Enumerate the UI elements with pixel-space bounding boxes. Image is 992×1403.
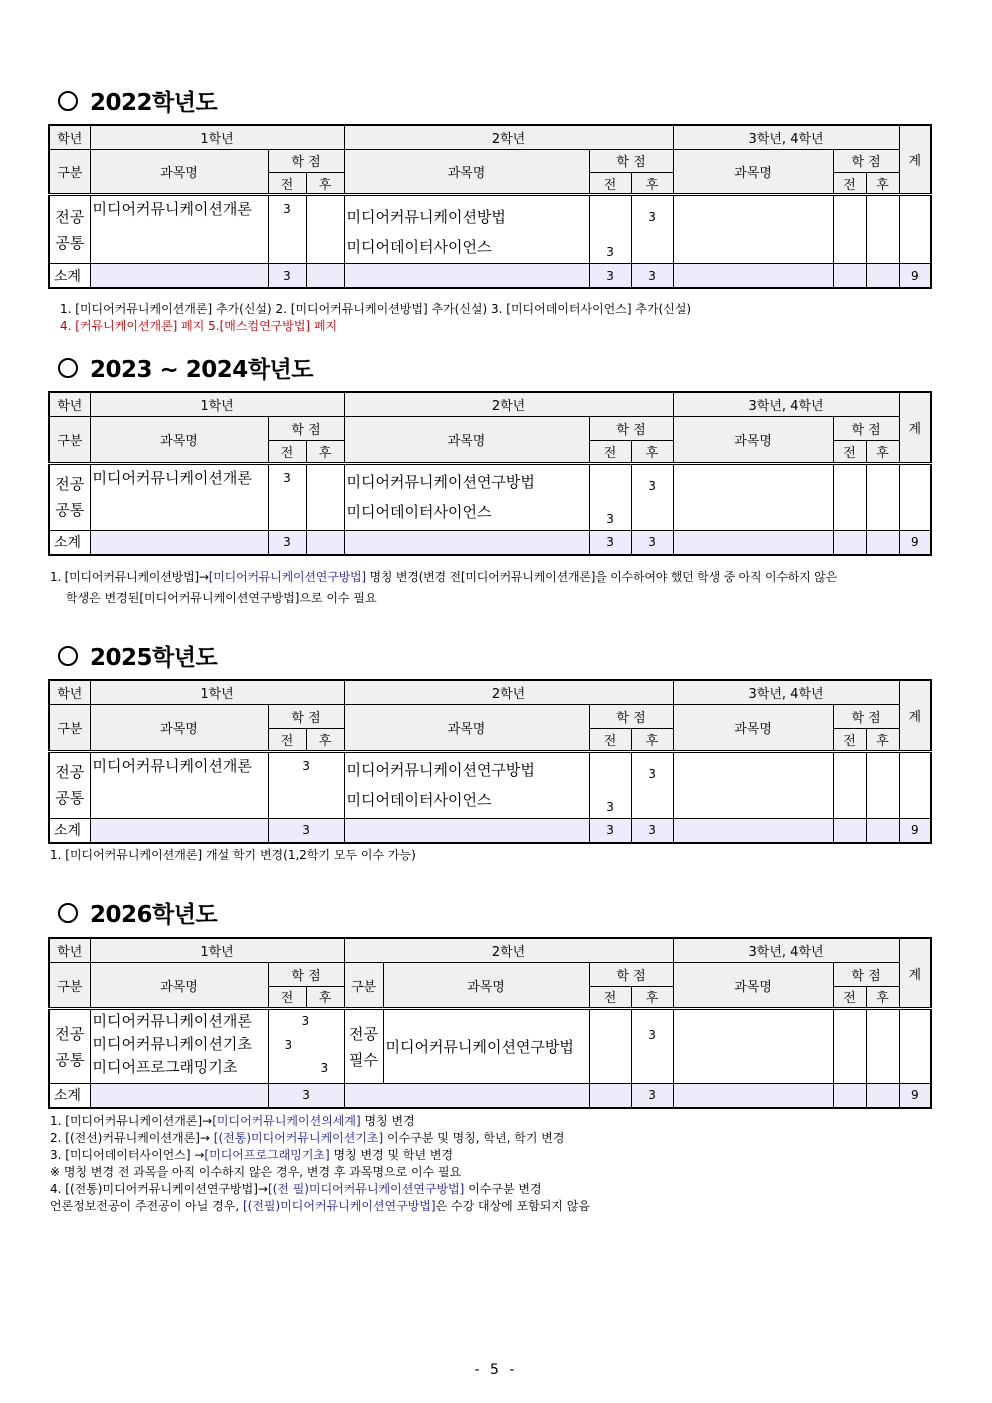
y1-credit-merged: 3	[268, 752, 344, 818]
category-header: 구분	[49, 149, 90, 195]
second-semester: 후	[866, 729, 899, 752]
subject-header: 과목명	[383, 963, 589, 1009]
note-text: 1. [미디어커뮤니케이션방법]→	[50, 570, 209, 584]
first-semester: 전	[833, 173, 866, 195]
subtotal-empty	[90, 818, 268, 843]
page-number: - 5 -	[474, 1362, 518, 1378]
subtotal-empty	[673, 530, 833, 555]
note-blue-text: [(전 필)미디어커뮤니케이션연구방법]	[267, 1182, 465, 1196]
second-semester: 후	[631, 729, 673, 752]
total-header: 계	[899, 392, 931, 464]
y2-subject-cell	[344, 195, 589, 264]
credit-value: 3	[320, 1061, 329, 1076]
circle-bullet-icon	[58, 646, 78, 666]
y34-subject-cell	[673, 1009, 833, 1084]
subject-name: 미디어커뮤니케이션개론	[92, 1012, 252, 1031]
credit-header: 학 점	[589, 417, 673, 441]
subject-name: 미디어커뮤니케이션방법	[346, 208, 506, 227]
subject-name: 미디어데이터사이언스	[346, 238, 492, 257]
subtotal-empty	[673, 264, 833, 288]
second-semester: 후	[306, 986, 344, 1009]
credit-header: 학 점	[589, 705, 673, 729]
year1-header: 1학년	[90, 938, 344, 963]
note-2026-6	[50, 1198, 590, 1215]
section-heading-2022	[58, 84, 217, 117]
credit-stack	[269, 1010, 344, 1081]
curriculum-table-2025	[48, 679, 932, 844]
subtotal-empty	[344, 1083, 589, 1108]
subtotal-total: 9	[899, 264, 931, 288]
note-text: 2. [(전선)커뮤니케이션개론]→	[50, 1131, 214, 1145]
circle-bullet-icon	[58, 91, 78, 111]
second-semester: 후	[306, 173, 344, 195]
subtotal-label: 소계	[49, 818, 90, 843]
year34-header: 3학년, 4학년	[673, 125, 899, 149]
note-blue-text: [미디어커뮤니케이션의세계]	[212, 1114, 361, 1128]
subject-header: 과목명	[90, 417, 268, 464]
year1-header: 1학년	[90, 125, 344, 149]
second-semester: 후	[306, 441, 344, 464]
subject-name: 미디어프로그래밍기초	[92, 1058, 238, 1077]
subject-header: 과목명	[344, 705, 589, 752]
subtotal-y2-second: 3	[631, 530, 673, 555]
credit-header: 학 점	[589, 149, 673, 172]
y1-credit-merged	[268, 1009, 344, 1084]
note-blue-text: [(전필)미디어커뮤니케이션연구방법]	[242, 1199, 436, 1213]
first-semester: 전	[833, 729, 866, 752]
subject-name: 미디어커뮤니케이션기초	[92, 1035, 252, 1054]
credit-value: 3	[301, 1014, 310, 1029]
y2-credit-second: 3	[631, 752, 673, 818]
subtotal-empty	[90, 264, 268, 288]
credit-header: 학 점	[833, 705, 899, 729]
subtotal-y2-second: 3	[631, 1083, 673, 1108]
note-2022-1: 1. [미디어커뮤니케이션개론] 추가(신설) 2. [미디어커뮤니케이션방법] 추가(신설) 3. [미디어데이터사이언스] 추가(신설)	[60, 302, 692, 316]
section-heading-2023	[58, 351, 313, 384]
y2-category-cell	[344, 1009, 383, 1084]
credit-header: 학 점	[589, 963, 673, 987]
category-line: 공통	[55, 789, 85, 808]
subtotal-empty	[866, 530, 899, 555]
subject-name: 미디어커뮤니케이션개론	[92, 469, 252, 488]
total-header: 계	[899, 938, 931, 1009]
note-text: 명칭 변경(변경 전[미디어커뮤니케이션개론]을 이수하여야 했던 학생 중 아직 이수하지 않은	[365, 570, 837, 584]
total-cell	[899, 464, 931, 530]
heading-text: 2026학년도	[90, 902, 218, 928]
subtotal-y1-first: 3	[268, 264, 306, 288]
y1-credit-first: 3	[268, 195, 306, 264]
note-2022-2	[60, 318, 337, 335]
credit-value: 3	[284, 1038, 293, 1053]
year34-header: 3학년, 4학년	[673, 392, 899, 417]
subtotal-empty	[833, 530, 866, 555]
subtotal-y1: 3	[268, 818, 344, 843]
category-header: 구분	[49, 963, 90, 1009]
note-text: 1. [미디어커뮤니케이션개론]→	[50, 1114, 213, 1128]
total-cell	[899, 195, 931, 264]
note-2026-3	[50, 1147, 453, 1164]
year-label: 학년	[49, 680, 90, 705]
category-header: 구분	[49, 705, 90, 752]
category-line: 전공	[55, 763, 85, 782]
y34-credit-second	[866, 464, 899, 530]
note-2023-1	[50, 569, 837, 586]
credit-header: 학 점	[268, 417, 344, 441]
total-cell	[899, 752, 931, 818]
subject-name: 미디어커뮤니케이션연구방법	[346, 761, 535, 780]
credit-header: 학 점	[268, 149, 344, 172]
first-semester: 전	[589, 729, 631, 752]
y1-credit-second	[306, 195, 344, 264]
first-semester: 전	[268, 729, 306, 752]
y34-credit-first	[833, 1009, 866, 1084]
second-semester: 후	[631, 441, 673, 464]
subject-name: 미디어데이터사이언스	[346, 791, 492, 810]
subtotal-label: 소계	[49, 264, 90, 288]
y2-credit-second: 3	[631, 195, 673, 264]
note-2026-4: ※ 명칭 변경 전 과목을 아직 이수하지 않은 경우, 변경 후 과목명으로 이수 필요	[50, 1165, 462, 1179]
subtotal-y2-second: 3	[631, 818, 673, 843]
subtotal-empty	[833, 264, 866, 288]
first-semester: 전	[268, 173, 306, 195]
category-cell	[49, 752, 90, 818]
second-semester: 후	[631, 986, 673, 1009]
note-2026-5	[50, 1181, 542, 1198]
year2-header: 2학년	[344, 392, 673, 417]
section-heading-2025	[58, 639, 217, 672]
credit-header: 학 점	[833, 149, 899, 172]
subject-header: 과목명	[673, 963, 833, 1009]
first-semester: 전	[589, 986, 631, 1009]
y34-credit-first	[833, 195, 866, 264]
y2-credit-first	[589, 1009, 631, 1084]
subtotal-label: 소계	[49, 1083, 90, 1108]
first-semester: 전	[589, 173, 631, 195]
total-cell	[899, 1009, 931, 1084]
note-2025-1: 1. [미디어커뮤니케이션개론] 개설 학기 변경(1,2학기 모두 이수 가능)	[50, 848, 416, 862]
credit-header: 학 점	[268, 705, 344, 729]
first-semester: 전	[833, 986, 866, 1009]
note-text: 4. [(전통)미디어커뮤니케이션연구방법]→	[50, 1182, 268, 1196]
subtotal-y1: 3	[268, 1083, 344, 1108]
y34-subject-cell	[673, 464, 833, 530]
y1-credit-second	[306, 464, 344, 530]
subject-header: 과목명	[90, 963, 268, 1009]
category-line: 공통	[55, 501, 85, 520]
second-semester: 후	[866, 986, 899, 1009]
subtotal-empty	[344, 264, 589, 288]
first-semester: 전	[833, 441, 866, 464]
note-text: 이수구분 및 명칭, 학년, 학기 변경	[383, 1131, 565, 1145]
year-label: 학년	[49, 125, 90, 149]
subject-name: 미디어커뮤니케이션연구방법	[385, 1038, 574, 1057]
subtotal-empty	[589, 1083, 631, 1108]
year1-header: 1학년	[90, 392, 344, 417]
year2-header: 2학년	[344, 680, 673, 705]
year2-header: 2학년	[344, 938, 673, 963]
subject-name: 미디어커뮤니케이션개론	[92, 200, 252, 219]
subtotal-total: 9	[899, 818, 931, 843]
subtotal-empty	[306, 530, 344, 555]
first-semester: 전	[589, 441, 631, 464]
note-text: 은 수강 대상에 포함되지 않음	[435, 1199, 590, 1213]
y34-subject-cell	[673, 195, 833, 264]
subtotal-empty	[833, 818, 866, 843]
curriculum-table-2022	[48, 124, 932, 289]
y1-subject-cell	[90, 464, 268, 530]
category-line: 필수	[349, 1050, 379, 1069]
subtotal-empty	[344, 530, 589, 555]
heading-text: 2025학년도	[90, 645, 218, 671]
note-red-text: 4. [커뮤니케이션개론] 폐지 5.[매스컴연구방법] 폐지	[60, 319, 338, 333]
note-2023-2: 학생은 변경된[미디어커뮤니케이션연구방법]으로 이수 필요	[66, 591, 377, 605]
year34-header: 3학년, 4학년	[673, 680, 899, 705]
subject-header: 과목명	[90, 705, 268, 752]
curriculum-table-2023	[48, 391, 932, 556]
note-blue-text: [미디어프로그래밍기초]	[204, 1148, 330, 1162]
category-cell	[49, 195, 90, 264]
y2-subject-cell	[344, 464, 589, 530]
credit-header: 학 점	[268, 963, 344, 987]
category-line: 전공	[55, 207, 85, 226]
subject-name: 미디어커뮤니케이션연구방법	[346, 473, 535, 492]
subtotal-y2-second: 3	[631, 264, 673, 288]
credit-header: 학 점	[833, 963, 899, 987]
total-header: 계	[899, 680, 931, 752]
note-blue-text: [미디어커뮤니케이션연구방법]	[208, 570, 366, 584]
subject-header: 과목명	[90, 149, 268, 195]
note-text: 명칭 변경 및 학년 변경	[329, 1148, 454, 1162]
category-line: 전공	[55, 475, 85, 494]
subtotal-empty	[866, 264, 899, 288]
category-line: 공통	[55, 233, 85, 252]
y2-subject-cell	[383, 1009, 589, 1084]
circle-bullet-icon	[58, 903, 78, 923]
subtotal-total: 9	[899, 1083, 931, 1108]
subtotal-empty	[866, 818, 899, 843]
first-semester: 전	[268, 441, 306, 464]
second-semester: 후	[866, 173, 899, 195]
year1-header: 1학년	[90, 680, 344, 705]
section-heading-2026	[58, 896, 217, 929]
category-line: 공통	[55, 1050, 85, 1069]
subtotal-y1-first: 3	[268, 530, 306, 555]
note-2026-1	[50, 1113, 415, 1130]
heading-text: 2022학년도	[90, 90, 218, 116]
note-text: 명칭 변경	[360, 1114, 415, 1128]
y2-credit-second: 3	[631, 1009, 673, 1084]
subject-name: 미디어데이터사이언스	[346, 503, 492, 522]
year-label: 학년	[49, 938, 90, 963]
year2-header: 2학년	[344, 125, 673, 149]
y34-credit-second	[866, 1009, 899, 1084]
category-cell	[49, 1009, 90, 1084]
y2-subject-cell	[344, 752, 589, 818]
curriculum-table-2026	[48, 937, 932, 1109]
subtotal-empty	[344, 818, 589, 843]
subject-header: 과목명	[673, 417, 833, 464]
subject-header: 과목명	[344, 149, 589, 195]
subject-name: 미디어커뮤니케이션개론	[92, 757, 252, 776]
y2-credit-first: 3	[589, 752, 631, 818]
y34-credit-second	[866, 752, 899, 818]
subtotal-empty	[673, 1083, 833, 1108]
y2-credit-second: 3	[631, 464, 673, 530]
subtotal-y2-first: 3	[589, 264, 631, 288]
subtotal-label: 소계	[49, 530, 90, 555]
y1-subject-cell	[90, 752, 268, 818]
second-semester: 후	[866, 441, 899, 464]
circle-bullet-icon	[58, 358, 78, 378]
note-blue-text: [(전통)미디어커뮤니케이션기초]	[213, 1131, 384, 1145]
note-text: 이수구분 변경	[464, 1182, 542, 1196]
y2-credit-first: 3	[589, 195, 631, 264]
y1-subject-cell	[90, 195, 268, 264]
year34-header: 3학년, 4학년	[673, 938, 899, 963]
credit-header: 학 점	[833, 417, 899, 441]
heading-text: 2023 ~ 2024학년도	[90, 357, 313, 383]
y1-credit-first: 3	[268, 464, 306, 530]
subtotal-empty	[833, 1083, 866, 1108]
subtotal-empty	[866, 1083, 899, 1108]
subtotal-y2-first: 3	[589, 818, 631, 843]
subtotal-empty	[90, 1083, 268, 1108]
subtotal-y2-first: 3	[589, 530, 631, 555]
y34-credit-second	[866, 195, 899, 264]
y34-credit-first	[833, 752, 866, 818]
subtotal-empty	[90, 530, 268, 555]
y34-subject-cell	[673, 752, 833, 818]
year-label: 학년	[49, 392, 90, 417]
subject-header: 과목명	[673, 149, 833, 195]
category-header: 구분	[49, 417, 90, 464]
second-semester: 후	[306, 729, 344, 752]
second-semester: 후	[631, 173, 673, 195]
category-line: 전공	[349, 1024, 379, 1043]
total-header: 계	[899, 125, 931, 195]
subtotal-total: 9	[899, 530, 931, 555]
note-text: 언론정보전공이 주전공이 아닐 경우,	[50, 1199, 243, 1213]
category-cell	[49, 464, 90, 530]
subtotal-empty	[673, 818, 833, 843]
subtotal-empty	[306, 264, 344, 288]
note-text: 3. [미디어데이터사이언스] →	[50, 1148, 205, 1162]
first-semester: 전	[268, 986, 306, 1009]
y1-subject-cell	[90, 1009, 268, 1084]
subject-header: 과목명	[344, 417, 589, 464]
note-2026-2	[50, 1130, 564, 1147]
subject-header: 과목명	[673, 705, 833, 752]
category-header: 구분	[344, 963, 383, 1009]
y2-credit-first: 3	[589, 464, 631, 530]
category-line: 전공	[55, 1024, 85, 1043]
y34-credit-first	[833, 464, 866, 530]
